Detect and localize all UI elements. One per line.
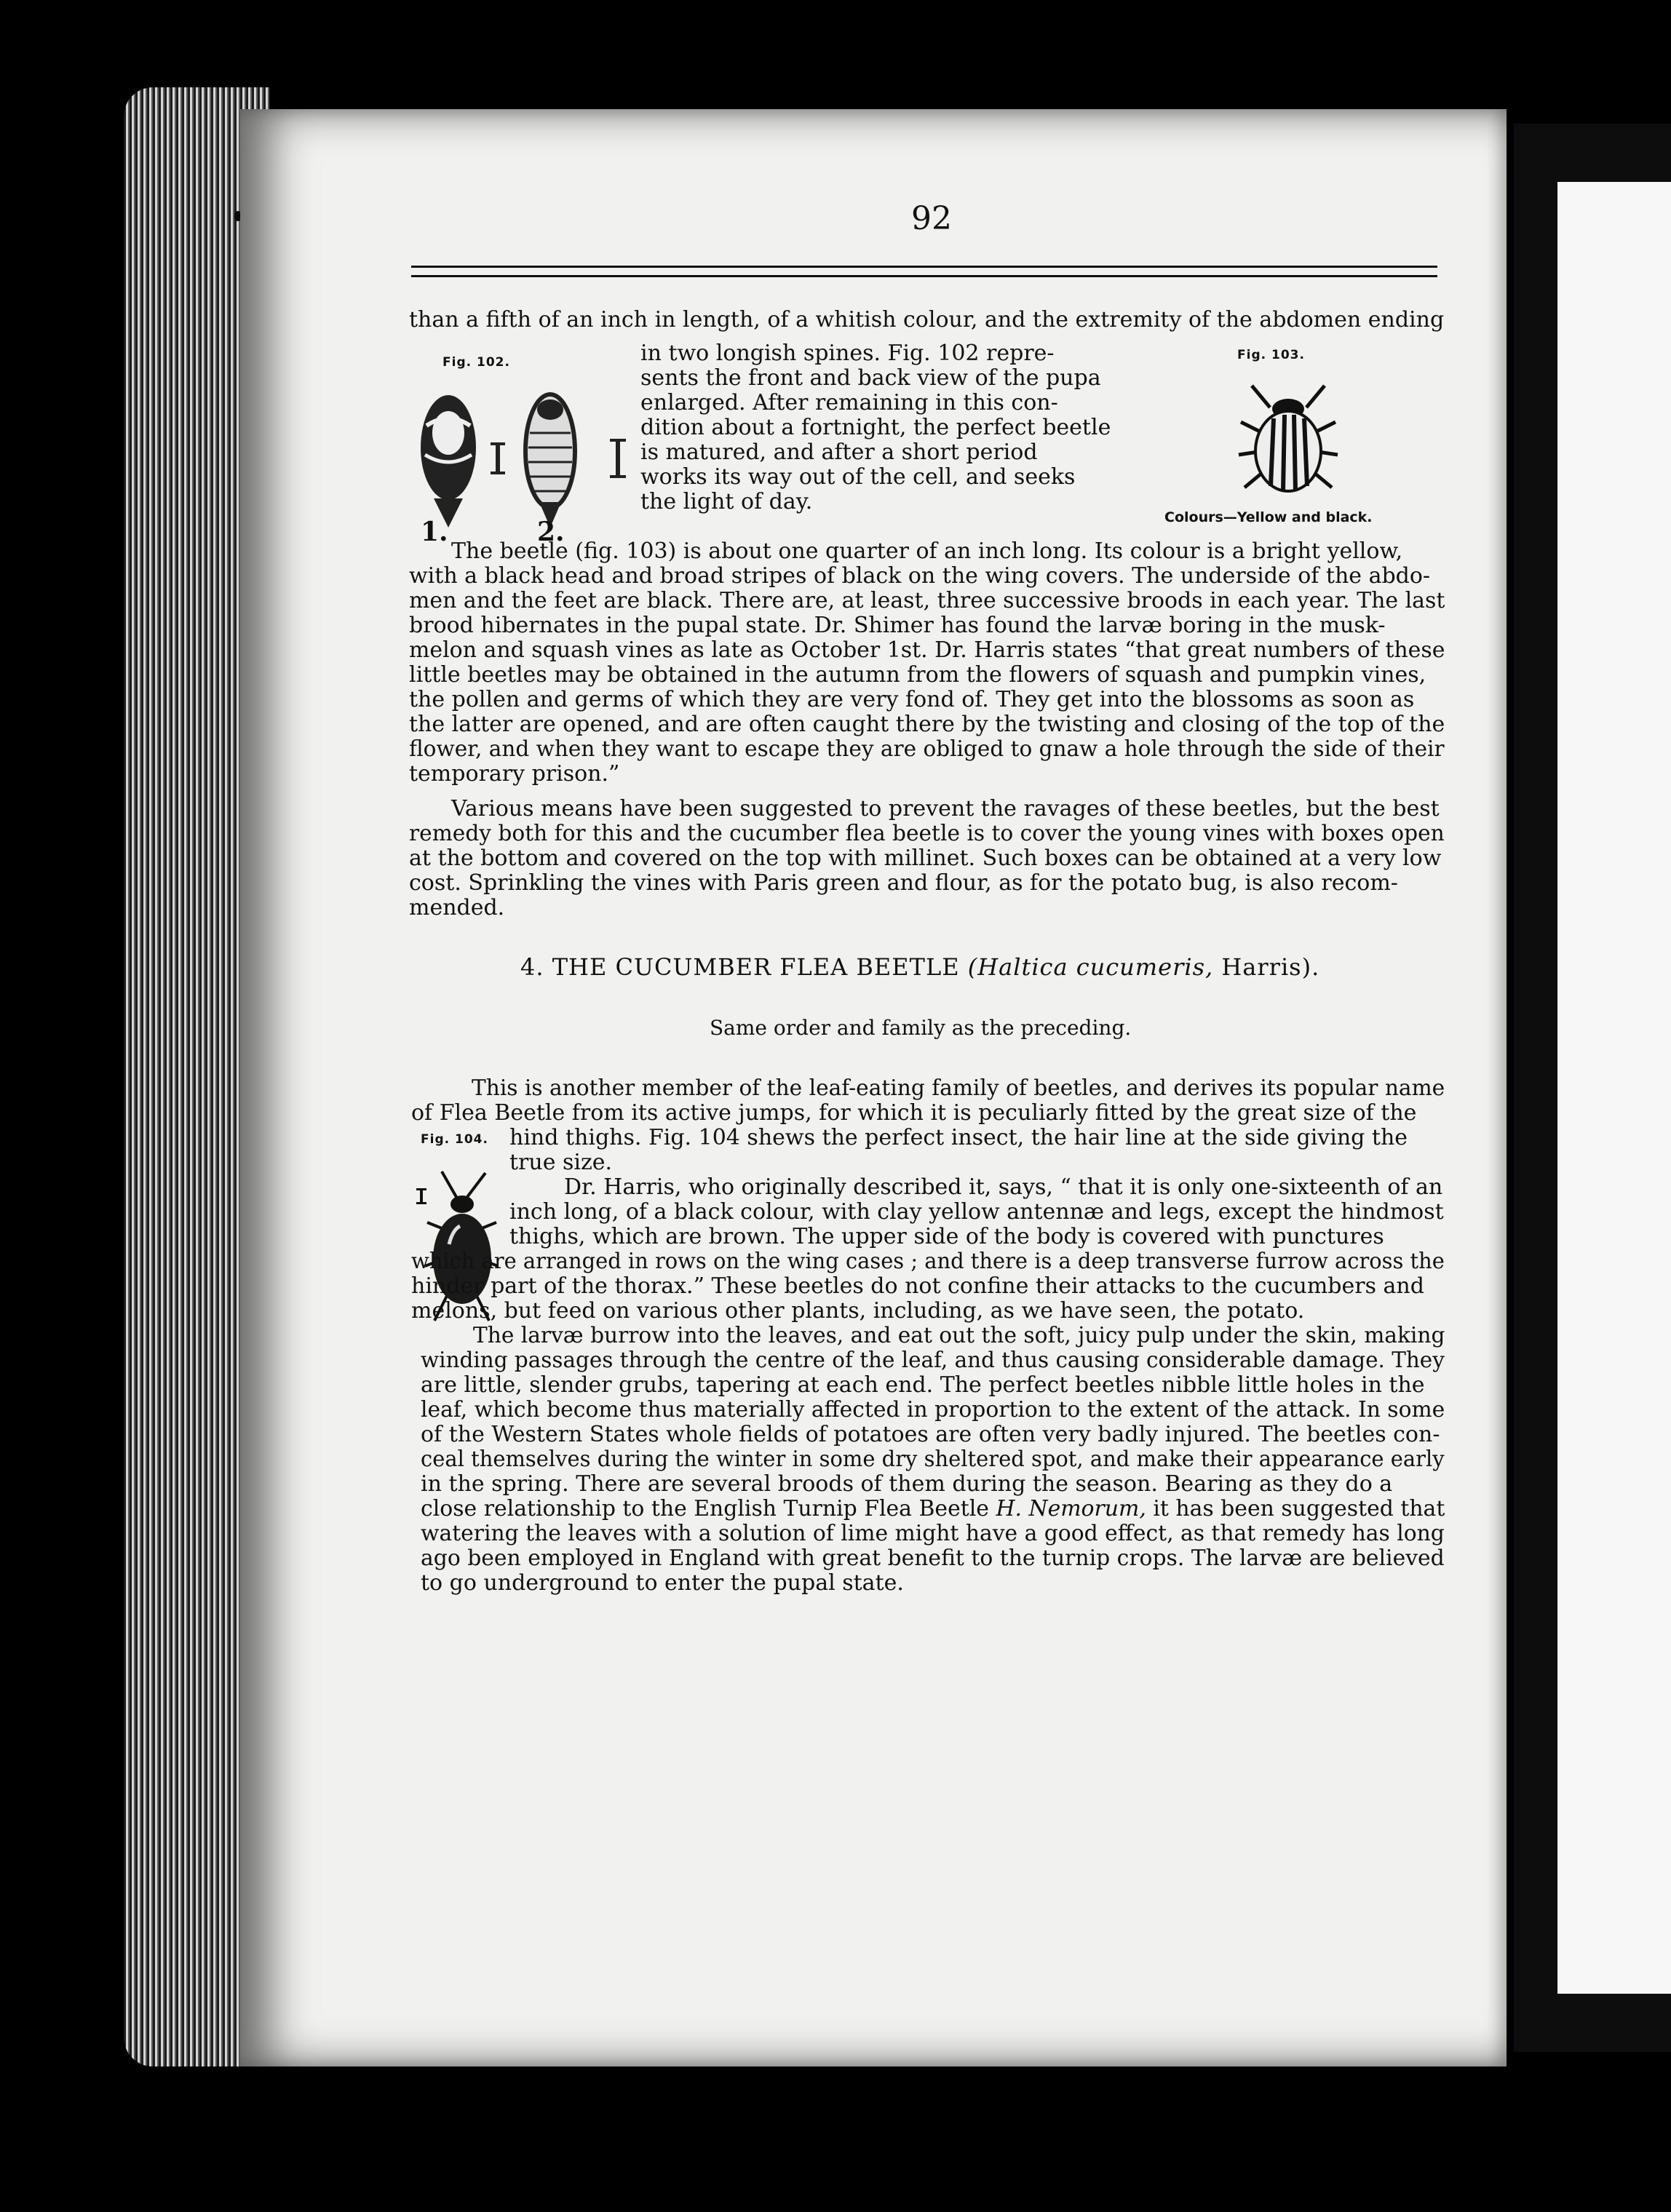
- text-line: true size.: [509, 1150, 613, 1175]
- text-line: leaf, which become thus materially affected in proportion to the extent of the attack. In some: [421, 1397, 1445, 1423]
- text-line: Dr. Harris, who originally described it, says, “ that it is only one-sixteenth of an: [564, 1174, 1443, 1200]
- fig-103-label: Fig. 103.: [1237, 348, 1305, 362]
- fig-103-caption: Colours—Yellow and black.: [1164, 509, 1373, 525]
- fig-104-label: Fig. 104.: [421, 1132, 488, 1147]
- text-line: remedy both for this and the cucumber flea beetle is to cover the young vines with boxes open: [409, 821, 1445, 846]
- section-heading-latin: (Haltica cucumeris,: [967, 953, 1214, 981]
- fig-102-sub-label: 2.: [537, 517, 565, 547]
- fig-103-beetle-illustration: [1230, 378, 1346, 502]
- text-line: The larvæ burrow into the leaves, and eat out the soft, juicy pulp under the skin, making: [473, 1323, 1445, 1348]
- text-line: The beetle (fig. 103) is about one quarter of an inch long. Its colour is a bright yellow,: [451, 538, 1403, 564]
- text-run: it has been suggested that: [1153, 1496, 1445, 1521]
- text-line: men and the feet are black. There are, at least, three successive broods in each year. The last: [409, 588, 1445, 613]
- text-line: in the spring. There are several broods of them during the season. Bearing as they do a: [421, 1471, 1393, 1497]
- text-line: inch long, of a black colour, with clay yellow antennæ and legs, except the hindmost: [509, 1199, 1444, 1225]
- text-line: [421, 1496, 1445, 1521]
- text-line: with a black head and broad stripes of black on the wing covers. The underside of the abdo-: [409, 563, 1431, 589]
- text-line: hinder part of the thorax.” These beetles do not confine their attacks to the cucumbers and: [411, 1273, 1424, 1299]
- section-heading: [520, 953, 1319, 981]
- section-heading-author: Harris).: [1221, 953, 1320, 981]
- text-line: melons, but feed on various other plants, including, as we have seen, the potato.: [411, 1298, 1305, 1324]
- text-line: at the bottom and covered on the top with millinet. Such boxes can be obtained at a very low: [409, 846, 1442, 871]
- text-line: melon and squash vines as late as October 1st. Dr. Harris states “that great numbers of these: [409, 637, 1445, 663]
- text-line: Various means have been suggested to prevent the ravages of these beetles, but the best: [451, 796, 1440, 821]
- text-line: to go underground to enter the pupal state.: [421, 1570, 904, 1596]
- text-line: brood hibernates in the pupal state. Dr. Shimer has found the larvæ boring in the musk-: [409, 613, 1386, 638]
- fig-102-sub-label: 1.: [421, 517, 448, 547]
- text-line: works its way out of the cell, and seeks: [640, 464, 1076, 490]
- text-line: ceal themselves during the winter in some dry sheltered spot, and make their appearance early: [421, 1447, 1445, 1472]
- fig-102-label: Fig. 102.: [442, 355, 510, 370]
- text-line: flower, and when they want to escape they are obliged to gnaw a hole through the side of their: [409, 736, 1445, 762]
- text-line: hind thighs. Fig. 104 shews the perfect insect, the hair line at the side giving the: [509, 1125, 1408, 1150]
- text-line: enlarged. After remaining in this con-: [640, 390, 1058, 415]
- text-line: This is another member of the leaf-eating family of beetles, and derives its popular name: [472, 1075, 1445, 1101]
- text-line: sents the front and back view of the pupa: [640, 365, 1101, 391]
- header-rule: [411, 266, 1437, 268]
- text-line: temporary prison.”: [409, 761, 620, 787]
- header-rule: [411, 275, 1437, 277]
- text-line: than a fifth of an inch in length, of a whitish colour, and the extremity of the abdomen ending: [409, 307, 1445, 333]
- text-line: are little, slender grubs, tapering at each end. The perfect beetles nibble little holes in the: [421, 1372, 1425, 1398]
- text-line: the light of day.: [640, 489, 813, 514]
- text-line: of Flea Beetle from its active jumps, for which it is peculiarly fitted by the great size of the: [411, 1100, 1417, 1126]
- text-line: little beetles may be obtained in the autumn from the flowers of squash and pumpkin vines,: [409, 662, 1426, 688]
- text-line: in two longish spines. Fig. 102 repre-: [640, 341, 1055, 366]
- text-line: dition about a fortnight, the perfect beetle: [640, 415, 1111, 440]
- text-line: thighs, which are brown. The upper side of the body is covered with punctures: [509, 1224, 1384, 1249]
- text-line: watering the leaves with a solution of lime might have a good effect, as that remedy has long: [421, 1521, 1445, 1546]
- section-subheading: Same order and family as the preceding.: [710, 1016, 1132, 1040]
- text-run-italic: H. Nemorum,: [996, 1496, 1146, 1521]
- text-line: cost. Sprinkling the vines with Paris green and flour, as for the potato bug, is also recom-: [409, 870, 1398, 896]
- text-line: which are arranged in rows on the wing cases ; and there is a deep transverse furrow across the: [411, 1249, 1445, 1274]
- text-line: is matured, and after a short period: [640, 439, 1038, 465]
- text-line: mended.: [409, 895, 505, 920]
- facing-page: [1514, 124, 1671, 2052]
- text-line: the latter are opened, and are often caught there by the twisting and closing of the top of the: [409, 712, 1445, 737]
- text-line: winding passages through the centre of the leaf, and thus causing considerable damage. They: [421, 1348, 1445, 1373]
- text-line: the pollen and germs of which they are very fond of. They get into the blossoms as soon as: [409, 687, 1415, 712]
- text-line: ago been employed in England with great benefit to the turnip crops. The larvæ are believed: [421, 1545, 1445, 1571]
- section-heading-title: 4. THE CUCUMBER FLEA BEETLE: [520, 953, 960, 981]
- page-number: 92: [911, 200, 952, 237]
- text-line: of the Western States whole fields of potatoes are often very badly injured. The beetles con-: [421, 1422, 1440, 1447]
- text-run: close relationship to the English Turnip Flea Beetle: [421, 1496, 989, 1521]
